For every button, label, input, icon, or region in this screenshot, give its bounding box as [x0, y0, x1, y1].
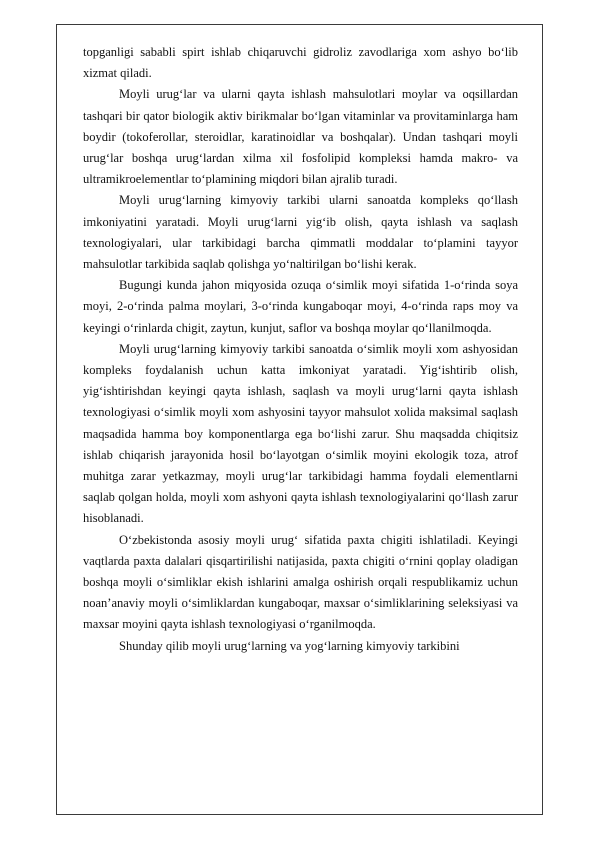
- paragraph-conclusion-start: Shunday qilib moyli urug‘larning va yog‘larning kimyoviy tarkibini: [119, 638, 460, 653]
- paragraph-continuation: topganligi sababli spirt ishlab chiqaruvchi gidroliz zavodlariga xom ashyo bo‘lib xizmat qiladi.: [83, 45, 518, 81]
- paragraph-complex-use: Moyli urug‘larning kimyoviy tarkibi sanoatda o‘simlik moyli xom ashyosidan kompleks foydalanish uchun katta imkoniyat yaratadi. Yig‘ishtirib olish, yig‘ishtirishdan keyingi qayta ishlash, saqlash va moyli urug‘larni qayta ishlash texnologiyasi o‘simlik moyli xom ashyosini tayyor mahsulot xolida maksimal saqlash maqsadida hamma boy komponentlarga ega bo‘lishi zarur. Shu maqsadda chiqitsiz ishlab chiqarish jarayonida hosil bo‘layotgan o‘simlik moyini ekologik toza, atrof muhitga zarar yetkazmay, moyli urug‘lar tarkibidagi hamma foydali elementlarni saqlab qolgan holda, moyli xom ashyoni qayta ishlash texnologiyalarini qo‘llash zarur hisoblanadi.: [83, 341, 518, 526]
- paragraph-chemical-composition: Moyli urug‘larning kimyoviy tarkibi ularni sanoatda kompleks qo‘llash imkoniyatini yaratadi. Moyli urug‘larni yig‘ib olish, qayta ishlash va saqlash texnologiyalari, ular tarkibidagi barcha qimmatli moddalar to‘plamini tayyor mahsulotlar tarkibida saqlab qolishga yo‘naltirilgan bo‘lishi kerak.: [83, 193, 518, 272]
- paragraph-world-oils: Bugungi kunda jahon miqyosida ozuqa o‘simlik moyi sifatida 1-o‘rinda soya moyi, 2-o‘rinda palma moylari, 3-o‘rinda kungaboqar moyi, 4-o‘rinda raps moy va keyingi o‘rinlarda chigit, zaytun, kunjut, saflor va boshqa moylar qo‘llanilmoqda.: [83, 278, 518, 335]
- document-body: [83, 42, 518, 657]
- paragraph-vitamins: Moyli urug‘lar va ularni qayta ishlash mahsulotlari moylar va oqsillardan tashqari bir qator biologik aktiv birikmalar bo‘lgan vitaminlar va provitaminlarga ham boydir (tokoferollar, steroidlar, karatinoidlar va boshqalar). Undan tashqari moyli urug‘lar boshqa urug‘lardan xilma xil fosfolipid kompleksi hamda makro- va ultramikroelementlar to‘plamining miqdori bilan ajralib turadi.: [83, 87, 518, 187]
- paragraph-uzbekistan: O‘zbekistonda asosiy moyli urug‘ sifatida paxta chigiti ishlatiladi. Keyingi vaqtlarda paxta dalalari qisqartirilishi natijasida, paxta chigiti o‘rnini qoplay oladigan boshqa moyli o‘simliklar ekish ishlarini amalga oshirish orqali respublikamiz uchun noan’anaviy moyli o‘simliklardan kungaboqar, maxsar o‘simliklarining seleksiyasi va maxsar moyini qayta ishlash texnologiyasi o‘rganilmoqda.: [83, 532, 518, 632]
